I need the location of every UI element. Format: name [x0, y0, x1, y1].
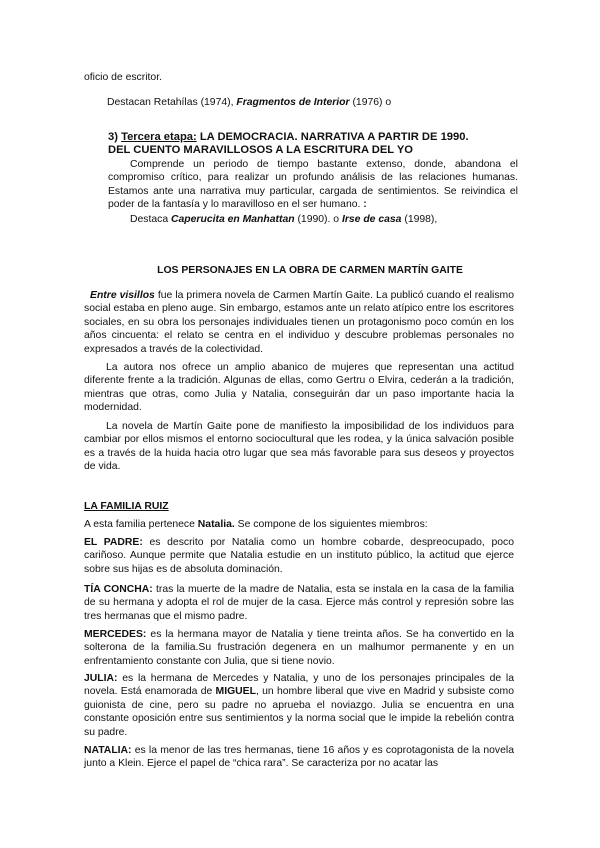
- personajes-p2: [84, 361, 514, 415]
- padre-text: es descrito por Natalia como un hombre cobarde, despreocupado, poco cariñoso. Aunque permite que Natalia estudie en un instituto público, la actitud que ejerce sobre sus hijas es de absoluta dominación.: [84, 537, 514, 575]
- entre-visillos-title: Entre visillos: [90, 290, 155, 301]
- section3-body: [108, 158, 518, 212]
- padre-label: EL PADRE:: [84, 537, 143, 548]
- destaca-pre: Destaca: [130, 214, 172, 225]
- destacan-title: Fragmentos de Interior: [236, 97, 350, 108]
- tia-concha-entry: [84, 583, 514, 623]
- julia-entry: [84, 672, 514, 739]
- familia-heading: LA FAMILIA RUIZ: [84, 501, 169, 512]
- destaca-post: (1998),: [401, 214, 438, 225]
- section3-heading-rest: LA DEMOCRACIA. NARRATIVA A PARTIR DE 1990.: [196, 131, 469, 143]
- familia-intro-post: Se compone de los siguientes miembros:: [234, 519, 428, 530]
- personajes-p3: [84, 420, 514, 474]
- familia-intro: [84, 518, 514, 531]
- section3-num: 3): [108, 131, 122, 143]
- destaca-line: [130, 213, 520, 226]
- padre-entry: [84, 536, 514, 576]
- destaca-title-2: Irse de casa: [341, 214, 402, 225]
- section3-label: Tercera etapa:: [121, 131, 197, 143]
- mercedes-label: MERCEDES:: [84, 629, 147, 640]
- natalia-entry: [84, 744, 514, 771]
- personajes-title: LOS PERSONAJES EN LA OBRA DE CARMEN MARTÍN GAITE: [157, 265, 463, 276]
- familia-intro-pre: A esta familia pertenece: [84, 519, 198, 530]
- line-oficio: [84, 71, 514, 84]
- destacan-post: (1976) o: [349, 97, 392, 108]
- destacan-pre: Destacan Retahílas (1974),: [107, 97, 237, 108]
- personajes-p1: [84, 289, 514, 356]
- destaca-title-1: Caperucita en Manhattan: [171, 214, 295, 225]
- julia-label: JULIA:: [84, 673, 118, 684]
- julia-miguel: MIGUEL: [215, 686, 256, 698]
- personajes-p1-text: fue la primera novela de Carmen Martín Gaite. La publicó cuando el realismo social estaba en pleno auge. Sin embargo, estamos ante un relato atípico entre los escritores sociales, en su obra los personajes individuales tienen un protagonismo poco común en los años cincuenta: el relato se centra en el individuo y descubre problemas personales no expresados a través de la colectividad.: [84, 290, 514, 355]
- mercedes-text: es la hermana mayor de Natalia y tiene treinta años. Se ha convertido en la solterona de la familia.Su frustración degenera en un malhumor permanente y en un enfrentamiento constante con Julia, que si tiene novio.: [84, 629, 514, 667]
- tia-concha-text: tras la muerte de la madre de Natalia, esta se instala en la casa de la familia de su hermana y adopta el rol de mujer de la casa. Ejerce más control y represión sobre las tres hermanas que el mismo padre.: [84, 584, 514, 622]
- natalia-text: es la menor de las tres hermanas, tiene 16 años y es coprotagonista de la novela junto a Klein. Ejerce el papel de “chica rara”. Se caracteriza por no acatar las: [84, 745, 514, 770]
- destacan-line: [107, 96, 517, 109]
- section3-colon: :: [360, 199, 367, 211]
- section3-heading-line2: DEL CUENTO MARAVILLOSOS A LA ESCRITURA DEL YO: [108, 143, 413, 156]
- personajes-p2-text: La autora nos ofrece un amplio abanico de mujeres que representan una actitud diferente frente a la tradición. Algunas de ellas, como Gertru o Elvira, cederán a la tradición, mientras que otras, como Julia y Natalia, conseguirán dar un paso importante hacia la modernidad.: [84, 362, 514, 414]
- julia-text-2: , un hombre liberal que vive en Madrid y subsiste como guionista de cine, pero su padre no aprueba el noviazgo. Julia se encuentra en una constante oposición entre sus sentimientos y la norma social que le impide la rebelión contra su padre.: [84, 686, 514, 738]
- destaca-mid: (1990). o: [294, 214, 342, 225]
- section3-heading: [108, 131, 528, 156]
- julia-text-1: es la hermana de Mercedes y Natalia, y uno de los personajes principales de la novela. Está enamorada de: [84, 673, 514, 698]
- text-oficio: oficio de escritor.: [84, 72, 162, 83]
- tia-concha-label: TÍA CONCHA:: [84, 584, 153, 595]
- natalia-label: NATALIA:: [84, 745, 132, 756]
- mercedes-entry: [84, 628, 514, 668]
- familia-intro-name: Natalia.: [197, 519, 235, 530]
- section3-body-text: Comprende un periodo de tiempo bastante extenso, donde, abandona el compromiso crítico, para realizar un profundo análisis de las relaciones humanas. Estamos ante una narrativa muy particular, cargada de sentimientos. Se reivindica el poder de la fantasía y lo maravilloso en el ser humano.: [108, 159, 518, 211]
- personajes-p3-text: La novela de Martín Gaite pone de manifiesto la imposibilidad de los individuos para cambiar por ellos mismos el entorno sociocultural que les rodea, y la única salvación posible es a través de la huida hacia otro lugar que sea más favorable para sus deseos y proyectos de vida.: [84, 421, 514, 473]
